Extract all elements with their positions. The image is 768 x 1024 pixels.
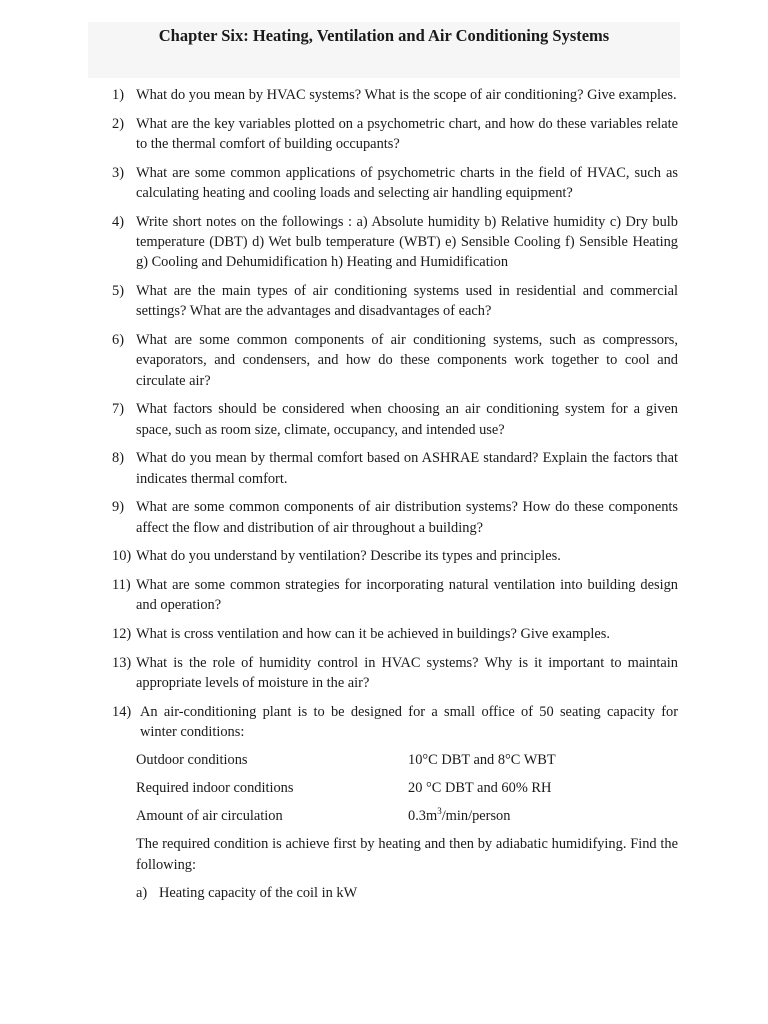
question-number: 13) <box>112 654 132 671</box>
question-number: 14) <box>112 703 132 720</box>
question-list <box>112 85 678 912</box>
sub-question-letter: a) <box>136 885 148 902</box>
question-text: What are the key variables plotted on a psychometric chart, and how do these variables relate to the thermal comfort of building occupants? <box>136 115 678 152</box>
condition-row <box>136 778 678 798</box>
condition-value <box>408 806 510 826</box>
question-text: What are some common applications of psychometric charts in the field of HVAC, such as calculating heating and cooling loads and selecting air handling equipment? <box>136 164 678 201</box>
question-number: 9) <box>112 499 124 516</box>
condition-label: Outdoor conditions <box>136 752 248 769</box>
question-text: What factors should be considered when choosing an air conditioning system for a given space, such as room size, climate, occupancy, and intended use? <box>136 401 678 438</box>
question-text: Write short notes on the followings : a) Absolute humidity b) Relative humidity c) Dry bulb temperature (DBT) d) Wet bulb temperature (WBT) e) Sensible Cooling f) Sensible Heating g) Cooling and Dehumidification h) Heating and Humidification <box>136 213 678 271</box>
question-number: 1) <box>112 87 124 103</box>
condition-value: 10°C DBT and 8°C WBT <box>408 752 556 769</box>
question-item <box>112 281 678 322</box>
question-number: 11) <box>112 577 131 593</box>
question-text: What are some common components of air conditioning systems, such as compressors, evaporators, and condensers, and how do these components work together to cool and circulate air? <box>136 332 678 389</box>
question-number: 7) <box>112 401 124 418</box>
question-item <box>112 330 678 391</box>
condition-value: 20 °C DBT and 60% RH <box>408 780 552 797</box>
question-item <box>112 575 678 616</box>
chapter-title: Chapter Six: Heating, Ventilation and Air Conditioning Systems <box>158 26 610 45</box>
question-item <box>112 546 678 566</box>
condition-label: Amount of air circulation <box>136 808 283 825</box>
question-number: 6) <box>112 332 124 348</box>
sub-question <box>136 883 678 903</box>
question-text: What do you mean by HVAC systems? What is the scope of air conditioning? Give examples. <box>136 87 677 103</box>
question-item <box>112 653 678 694</box>
question-text: What do you understand by ventilation? Describe its types and principles. <box>136 548 561 565</box>
question-text: What are some common strategies for incorporating natural ventilation into building design and operation? <box>136 577 678 614</box>
question-item <box>112 163 678 204</box>
question-number: 5) <box>112 283 124 299</box>
question-item <box>112 448 678 489</box>
problem-statement: An air-conditioning plant is to be designed for a small office of 50 seating capacity for winter conditions: <box>140 703 678 740</box>
question-item <box>112 399 678 440</box>
problem-body <box>136 702 678 904</box>
question-item <box>112 624 678 644</box>
question-item-problem <box>112 702 678 904</box>
condition-row <box>136 750 678 770</box>
question-item <box>112 212 678 273</box>
question-number: 10) <box>112 548 132 565</box>
question-item <box>112 497 678 538</box>
question-number: 8) <box>112 450 124 467</box>
conditions-table <box>136 750 678 826</box>
question-number: 12) <box>112 626 132 642</box>
question-text: What is the role of humidity control in HVAC systems? Why is it important to maintain appropriate levels of moisture in the air? <box>136 654 678 691</box>
question-text: What do you mean by thermal comfort based on ASHRAE standard? Explain the factors that indicates thermal comfort. <box>136 450 678 487</box>
question-text: What are the main types of air conditioning systems used in residential and commercial settings? What are the advantages and disadvantages of each? <box>136 283 678 320</box>
air-value-base: 0.3m <box>408 808 438 825</box>
question-number: 2) <box>112 115 124 132</box>
question-item <box>112 114 678 155</box>
condition-row <box>136 806 678 826</box>
problem-paragraph: The required condition is achieve first by heating and then by adiabatic humidifying. Find the following: <box>136 836 678 873</box>
question-text: What are some common components of air distribution systems? How do these components affect the flow and distribution of air throughout a building? <box>136 499 678 536</box>
question-text: What is cross ventilation and how can it be achieved in buildings? Give examples. <box>136 626 610 642</box>
sub-question-text: Heating capacity of the coil in kW <box>159 885 358 902</box>
question-number: 3) <box>112 164 124 181</box>
question-number: 4) <box>112 213 124 230</box>
air-value-exponent: 3 <box>437 805 442 816</box>
condition-label: Required indoor conditions <box>136 780 294 797</box>
air-value-unit: /min/person <box>441 808 511 825</box>
question-item <box>112 85 678 105</box>
